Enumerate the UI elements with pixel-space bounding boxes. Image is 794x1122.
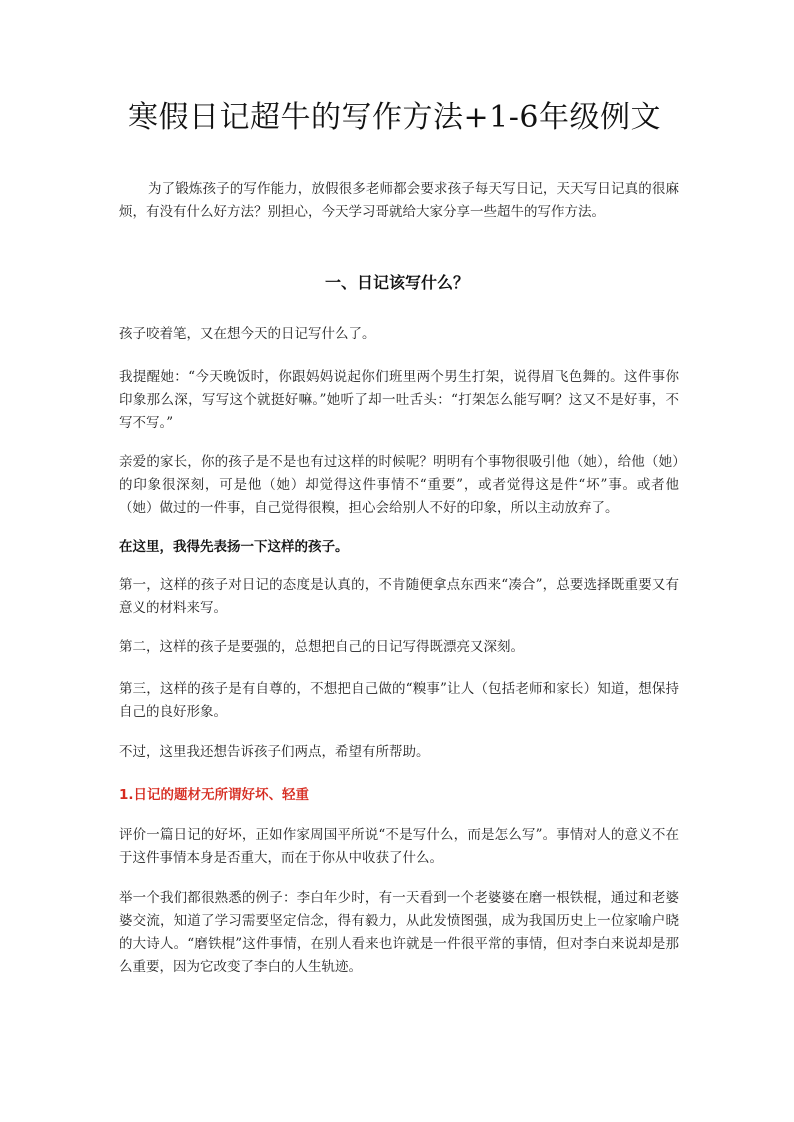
bold-paragraph: 在这里，我得先表扬一下这样的孩子。 (119, 539, 349, 555)
intro-paragraph: 为了锻炼孩子的写作能力，放假很多老师都会要求孩子每天写日记，天天写日记真的很麻烦，有没有什么好方法？别担心，今天学习哥就给大家分享一些超牛的写作方法。 (119, 181, 679, 220)
paragraph: 第三，这样的孩子是有自尊的，不想把自己做的“糗事”让人（包括老师和家长）知道，想保持自己的良好形象。 (119, 681, 679, 720)
paragraph: 我提醒她：“今天晚饭时，你跟妈妈说起你们班里两个男生打架，说得眉飞色舞的。这件事你印象那么深，写写这个就挺好嘛。”她听了却一吐舌头：“打架怎么能写啊？这又不是好事，不写不写。” (119, 369, 679, 431)
section-heading: 一、日记该写什么？ (324, 273, 469, 292)
paragraph: 孩子咬着笔，又在想今天的日记写什么了。 (119, 326, 376, 342)
subsection-heading: 1.日记的题材无所谓好坏、轻重 (119, 787, 310, 803)
paragraph: 第一，这样的孩子对日记的态度是认真的，不肯随便拿点东西来“凑合”，总要选择既重要又有意义的材料来写。 (119, 577, 679, 616)
paragraph: 举一个我们都很熟悉的例子：李白年少时，有一天看到一个老婆婆在磨一根铁棍，通过和老婆婆交流，知道了学习需要坚定信念，得有毅力，从此发愤图强，成为我国历史上一位家喻户晓的大诗人。“磨铁棍”这件事情，在别人看来也许就是一件很平常的事情，但对李白来说却是那么重要，因为它改变了李白的人生轨迹。 (119, 890, 679, 975)
paragraph: 评价一篇日记的好坏，正如作家周国平所说“不是写什么，而是怎么写”。事情对人的意义不在于这件事情本身是否重大，而在于你从中收获了什么。 (119, 827, 679, 866)
paragraph: 不过，这里我还想告诉孩子们两点，希望有所帮助。 (119, 744, 430, 760)
document-title: 寒假日记超牛的写作方法+1-6年级例文 (128, 100, 661, 135)
paragraph: 亲爱的家长，你的孩子是不是也有过这样的时候呢？明明有个事物很吸引他（她），给他（她）的印象很深刻，可是他（她）却觉得这件事情不“重要”，或者觉得这是件“坏”事。或者他（她）做过的一件事，自己觉得很糗，担心会给别人不好的印象，所以主动放弃了。 (119, 454, 679, 516)
paragraph: 第二，这样的孩子是要强的，总想把自己的日记写得既漂亮又深刻。 (119, 639, 524, 655)
